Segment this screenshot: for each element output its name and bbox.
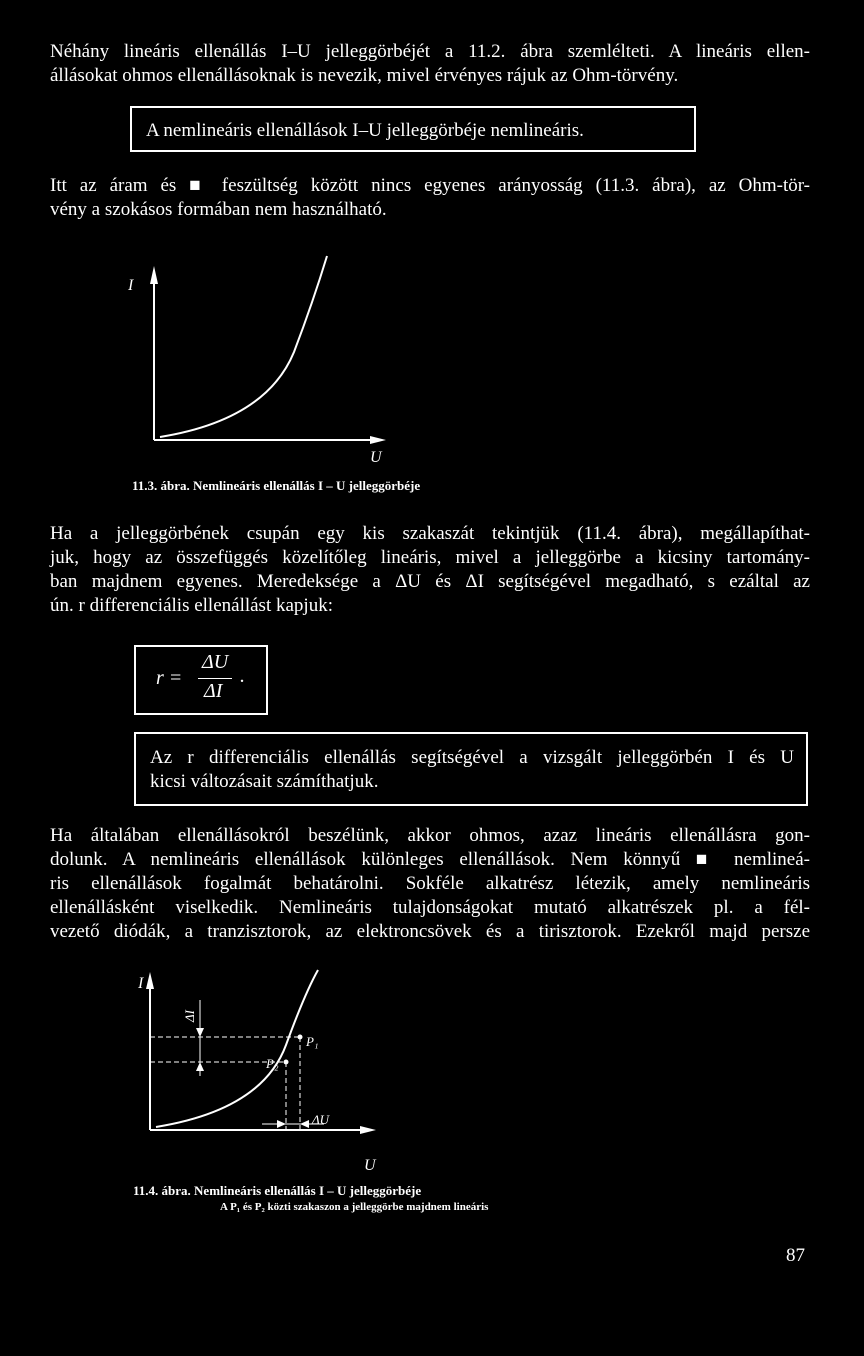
- paragraph-4-line-1: Ha általában ellenállásokról beszélünk, akkor ohmos, azaz lineáris ellenállásra gon-: [50, 825, 810, 846]
- fig1-x-label: U: [370, 449, 382, 466]
- paragraph-1-line-2: állásokat ohmos ellenállásoknak is nevezik, mivel érvényes rájuk az Ohm-törvény.: [50, 65, 679, 86]
- box-1-text: A nemlineáris ellenállások I–U jelleggörbéje nemlineáris.: [146, 120, 584, 141]
- box-2-line-1: Az r differenciális ellenállás segítségével a vizsgált jelleggörbén I és U: [150, 747, 794, 768]
- fig2-delta-i-arrow-bottom-icon: [196, 1062, 204, 1071]
- fig2-delta-u-arrow-right-icon: [300, 1120, 309, 1128]
- fig2-caption-line-1: 11.4. ábra. Nemlineáris ellenállás I – U jelleggörbéje: [133, 1183, 422, 1198]
- fig2-y-arrow-icon: [146, 972, 154, 989]
- paragraph-3-line-1: Ha a jelleggörbének csupán egy kis szakaszát tekintjük (11.4. ábra), megállapíthat-: [50, 523, 810, 544]
- box-2-line-2: kicsi változásait számíthatjuk.: [150, 771, 379, 792]
- fig2-point-p2: [284, 1060, 289, 1065]
- fig2-delta-i-label: ΔI: [182, 1010, 197, 1022]
- paragraph-3-line-4: ún. r differenciális ellenállást kapjuk:: [50, 595, 333, 616]
- paragraph-4-line-3: ris ellenállások fogalmát behatárolni. Sokféle alkatrész létezik, amely nemlineáris: [50, 873, 810, 894]
- paragraph-4-line-5: vezető diódák, a tranzisztorok, az elektroncsövek és a tirisztorok. Ezekről majd persze: [50, 921, 810, 942]
- fig2-delta-u-label: ΔU: [312, 1112, 330, 1127]
- formula-denominator: ΔI: [204, 680, 223, 702]
- paragraph-4-line-4: ellenállásként viselkedik. Nemlineáris tulajdonságokat mutató alkatrészek pl. a fél-: [50, 897, 810, 918]
- fig2-point-p1: [298, 1035, 303, 1040]
- fig2-delta-i-arrow-top-icon: [196, 1028, 204, 1037]
- fig2-p2-label: P₂: [266, 1056, 279, 1071]
- fig2-p1-label: P₁: [306, 1034, 319, 1049]
- formula-numerator: ΔU: [202, 651, 229, 673]
- paragraph-4-line-2: dolunk. A nemlineáris ellenállások különleges ellenállások. Nem könnyű ■ nemlineá-: [50, 849, 810, 870]
- fig2-x-arrow-icon: [360, 1126, 376, 1134]
- paragraph-2-line-2: vény a szokásos formában nem használható.: [50, 199, 387, 220]
- fig2-delta-u-arrow-left-icon: [277, 1120, 286, 1128]
- page-number: 87: [786, 1245, 805, 1266]
- fig2-curve: [156, 970, 318, 1127]
- paragraph-3-line-3: ban majdnem egyenes. Meredeksége a ΔU és ΔI segítségével megadható, s ezáltal az: [50, 571, 810, 592]
- fig2-caption-line-2: A P₁ és P₂ közti szakaszon a jelleggörbe majdnem lineáris: [220, 1201, 489, 1213]
- formula-lhs: r =: [156, 667, 183, 689]
- paragraph-2-line-1: Itt az áram és ■ feszültség között nincs egyenes arányosság (11.3. ábra), az Ohm-tör-: [50, 175, 810, 196]
- fig1-caption: 11.3. ábra. Nemlineáris ellenállás I – U jelleggörbéje: [132, 478, 421, 493]
- fig2-y-label: I: [138, 975, 144, 992]
- paragraph-1-line-1: Néhány lineáris ellenállás I–U jelleggörbéjét a 11.2. ábra szemlélteti. A lineáris ellen-: [50, 41, 810, 62]
- fig1-y-label: I: [128, 277, 134, 294]
- formula-end: .: [240, 665, 245, 687]
- fig2-x-label: U: [364, 1157, 376, 1174]
- paragraph-3-line-2: juk, hogy az összefüggés közelítőleg lineáris, mivel a jelleggörbe a kicsiny tartomány-: [50, 547, 810, 568]
